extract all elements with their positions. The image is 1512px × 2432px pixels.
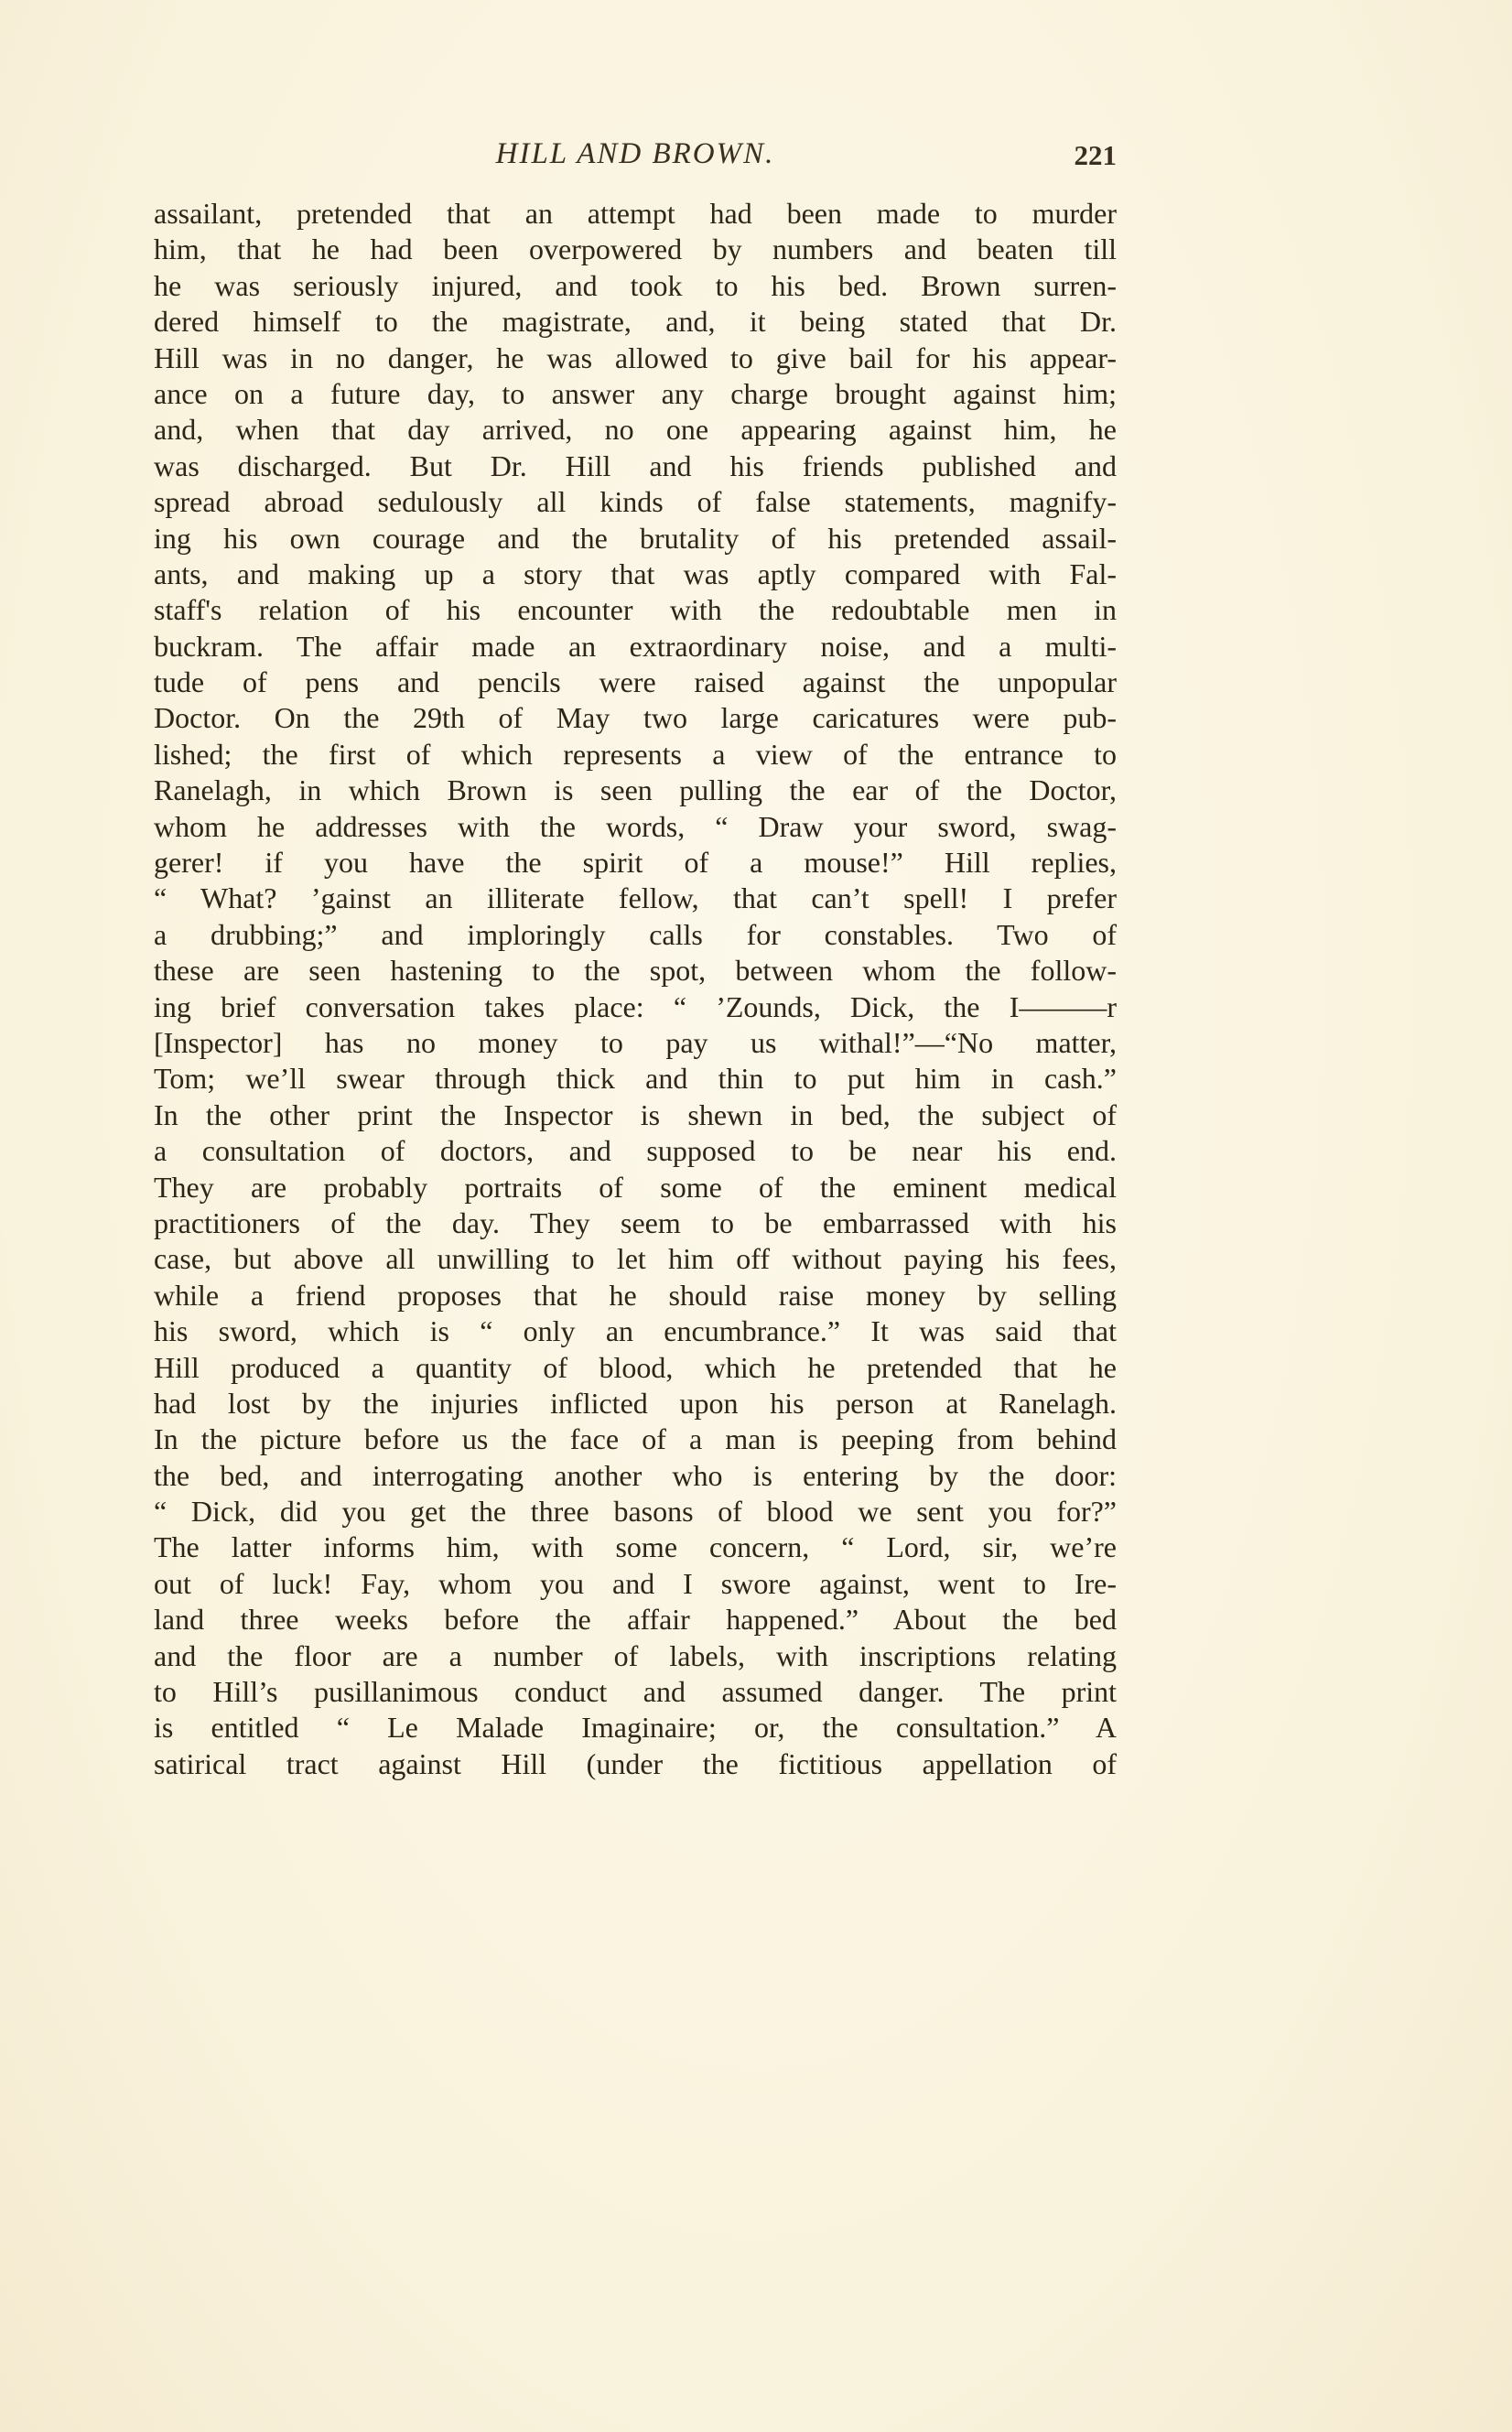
text-line: land three weeks before the affair happened.” About the bed (154, 1603, 1117, 1637)
running-head (154, 137, 1117, 179)
text-line: buckram. The affair made an extraordinary noise, and a multi- (154, 629, 1117, 663)
running-title: HILL AND BROWN. (495, 137, 775, 170)
text-line: “ What? ’gainst an illiterate fellow, that can’t spell! I prefer (154, 881, 1117, 915)
text-line: him, that he had been overpowered by numbers and beaten till (154, 232, 1117, 266)
text-line: these are seen hastening to the spot, between whom the follow- (154, 954, 1117, 988)
text-line: and, when that day arrived, no one appearing against him, he (154, 413, 1117, 447)
text-line: Hill produced a quantity of blood, which he pretended that he (154, 1350, 1117, 1384)
text-line: is entitled “ Le Malade Imaginaire; or, the consultation.” A (154, 1711, 1117, 1745)
text-line: to Hill’s pusillanimous conduct and assumed danger. The print (154, 1675, 1117, 1709)
text-line: his sword, which is “ only an encumbrance.” It was said that (154, 1314, 1117, 1348)
text-line: ants, and making up a story that was aptly compared with Fal- (154, 557, 1117, 590)
text-line: he was seriously injured, and took to his bed. Brown surren- (154, 268, 1117, 302)
text-line: case, but above all unwilling to let him off without paying his fees, (154, 1242, 1117, 1276)
text-line: a drubbing;” and imploringly calls for constables. Two of (154, 917, 1117, 951)
text-line: lished; the first of which represents a view of the entrance to (154, 737, 1117, 771)
text-line: a consultation of doctors, and supposed to be near his end. (154, 1134, 1117, 1168)
text-line: “ Dick, did you get the three basons of blood we sent you for?” (154, 1495, 1117, 1529)
text-line: gerer! if you have the spirit of a mouse!” Hill replies, (154, 846, 1117, 880)
text-line: spread abroad sedulously all kinds of false statements, magnify- (154, 485, 1117, 519)
text-line: satirical tract against Hill (under the fictitious appellation of (154, 1746, 1117, 1780)
body-text (154, 196, 1117, 1782)
text-line: tude of pens and pencils were raised against the unpopular (154, 665, 1117, 699)
text-line: ance on a future day, to answer any charge brought against him; (154, 376, 1117, 410)
text-line: In the other print the Inspector is shewn in bed, the subject of (154, 1097, 1117, 1131)
text-line: Tom; we’ll swear through thick and thin to put him in cash.” (154, 1062, 1117, 1096)
text-line: In the picture before us the face of a man is peeping from behind (154, 1422, 1117, 1456)
text-line: had lost by the injuries inflicted upon his person at Ranelagh. (154, 1386, 1117, 1420)
text-line: and the floor are a number of labels, with inscriptions relating (154, 1638, 1117, 1672)
text-line: ing brief conversation takes place: “ ’Zounds, Dick, the I———r (154, 989, 1117, 1023)
text-line: staff's relation of his encounter with the redoubtable men in (154, 593, 1117, 627)
text-line: Hill was in no danger, he was allowed to give bail for his appear- (154, 340, 1117, 374)
text-line: while a friend proposes that he should raise money by selling (154, 1278, 1117, 1312)
text-line: The latter informs him, with some concern, “ Lord, sir, we’re (154, 1530, 1117, 1564)
text-line: was discharged. But Dr. Hill and his friends published and (154, 449, 1117, 482)
text-line: the bed, and interrogating another who is entering by the door: (154, 1458, 1117, 1492)
page-number: 221 (1074, 139, 1117, 171)
text-line: whom he addresses with the words, “ Draw your sword, swag- (154, 809, 1117, 843)
text-line: dered himself to the magistrate, and, it being stated that Dr. (154, 305, 1117, 339)
text-line: Doctor. On the 29th of May two large caricatures were pub- (154, 701, 1117, 735)
text-line: out of luck! Fay, whom you and I swore against, went to Ire- (154, 1566, 1117, 1600)
text-line: They are probably portraits of some of the eminent medical (154, 1170, 1117, 1204)
text-line: practitioners of the day. They seem to be embarrassed with his (154, 1205, 1117, 1239)
text-line: assailant, pretended that an attempt had been made to murder (154, 197, 1117, 230)
text-line: ing his own courage and the brutality of his pretended assail- (154, 521, 1117, 555)
text-line: [Inspector] has no money to pay us withal!”—“No matter, (154, 1025, 1117, 1059)
text-line: Ranelagh, in which Brown is seen pulling the ear of the Doctor, (154, 773, 1117, 807)
